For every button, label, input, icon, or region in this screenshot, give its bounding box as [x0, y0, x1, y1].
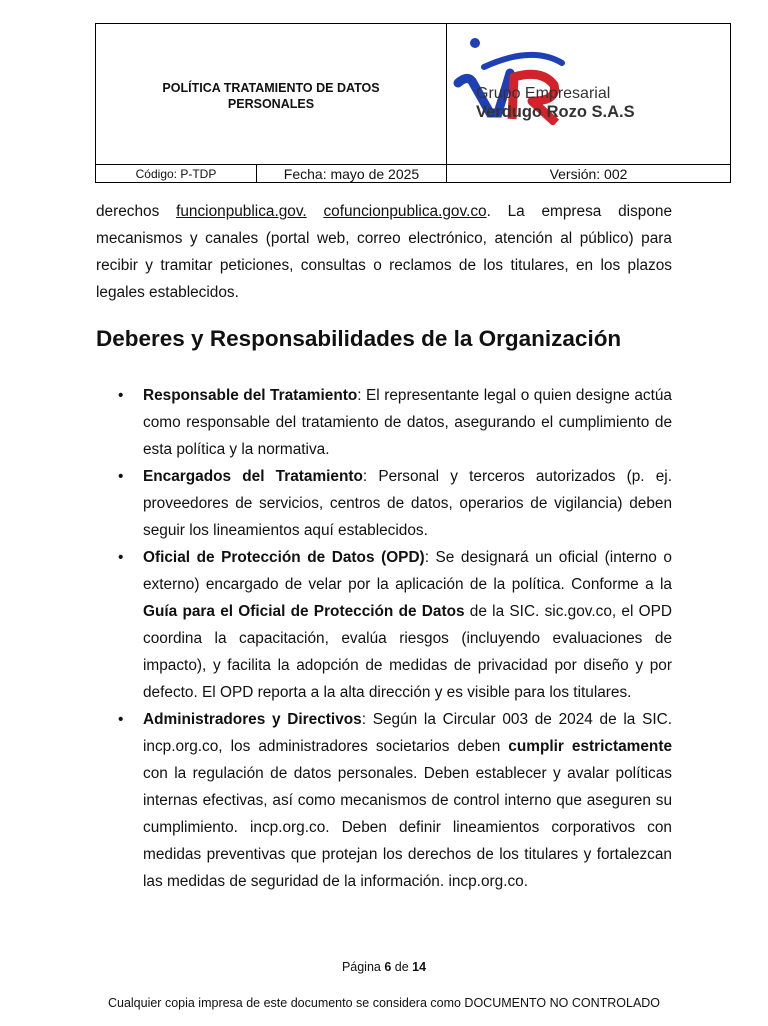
text — [307, 203, 324, 220]
link-incp[interactable]: incp.org.co — [143, 738, 219, 755]
text: Página — [341, 960, 385, 974]
total-pages: 14 — [412, 960, 427, 974]
logo-line-1: Grupo Empresarial — [476, 85, 611, 102]
bullet: • — [118, 711, 124, 728]
logo-swoosh — [484, 55, 562, 67]
document-code: Código: P-TDP — [135, 167, 217, 181]
link-incp[interactable]: incp.org.co — [249, 819, 326, 836]
item-text: . — [523, 873, 529, 890]
logo-text — [476, 85, 635, 121]
item-text: de la SIC. — [464, 603, 545, 620]
section-title: Deberes y Responsabilidades de la Organización — [96, 326, 622, 351]
item-text: con la regulación de datos personales. Deben establecer y avalar políticas internas efectivas, así como mecanismos de control interno que aseguren su cumplimiento. — [143, 765, 672, 836]
item-text: : Según la Circular 003 de 2024 de la SIC. — [361, 711, 672, 728]
text: derechos — [96, 203, 177, 220]
item-term: Oficial de Protección de Datos (OPD) — [143, 549, 425, 566]
page-number — [0, 960, 768, 974]
item-text: : Se designará un oficial (interno o externo) encargado de velar por la aplicación de la política. Conforme a la — [143, 549, 672, 593]
document-date: Fecha: mayo de 2025 — [283, 166, 420, 182]
list-item — [96, 706, 672, 895]
link-cofuncionpublica[interactable]: cofuncionpublica.gov.co — [323, 203, 487, 220]
item-emphasis: cumplir estrictamente — [508, 738, 673, 755]
duties-list — [96, 382, 672, 895]
list-item — [96, 382, 672, 463]
list-item — [96, 463, 672, 544]
item-term: Responsable del Tratamiento — [143, 387, 358, 404]
title-line-2: PERSONALES — [227, 97, 315, 111]
item-emphasis: Guía para el Oficial de Protección de Datos — [143, 603, 465, 620]
item-term: Encargados del Tratamiento — [143, 468, 363, 485]
link-sic[interactable]: sic.gov.co — [544, 603, 612, 620]
document-version: Versión: 002 — [549, 166, 628, 182]
link-funcionpublica[interactable]: funcionpublica.gov. — [176, 203, 307, 220]
item-term: Administradores y Directivos — [143, 711, 362, 728]
list-item — [96, 544, 672, 706]
item-text: , los administradores societarios deben — [218, 738, 509, 755]
title-line-1: POLÍTICA TRATAMIENTO DE DATOS — [162, 81, 380, 95]
bullet: • — [118, 468, 124, 485]
intro-section — [96, 198, 672, 306]
intro-paragraph — [96, 198, 672, 306]
footer-note: Cualquier copia impresa de este documento se considera como DOCUMENTO NO CONTROLADO — [107, 996, 661, 1010]
link-incp[interactable]: incp.org.co — [448, 873, 524, 890]
logo-line-2: Verdugo Rozo S.A.S — [476, 103, 635, 121]
item-text: , el OPD coordina la capacitación, evalúa riesgos (incluyendo evaluaciones de impacto), y facilita la adopción de medidas de privacidad por diseño y por defecto. El OPD reporta a la alta dirección y es visible para los titulares. — [143, 603, 672, 701]
text: de — [391, 960, 413, 974]
item-text: : El representante legal o quien designe actúa como responsable del tratamiento de datos, asegurando el cumplimiento de esta política y la normativa. — [143, 387, 672, 458]
item-text: . Deben definir lineamientos corporativos con medidas preventivas que protejan los derechos de los titulares y fortalezcan las medidas de seguridad de la información. — [143, 819, 672, 890]
text: . La empresa dispone mecanismos y canales (portal web, correo electrónico, atención al público) para recibir y tramitar peticiones, consultas o reclamos de los titulares, en los plazos legales establecidos. — [96, 203, 672, 301]
bullet: • — [118, 549, 124, 566]
bullet: • — [118, 387, 124, 404]
current-page: 6 — [384, 960, 392, 974]
logo-dot — [470, 38, 480, 48]
item-text: : Personal y terceros autorizados (p. ej. proveedores de servicios, centros de datos, operarios de vigilancia) deben seguir los lineamientos aquí establecidos. — [143, 468, 672, 539]
